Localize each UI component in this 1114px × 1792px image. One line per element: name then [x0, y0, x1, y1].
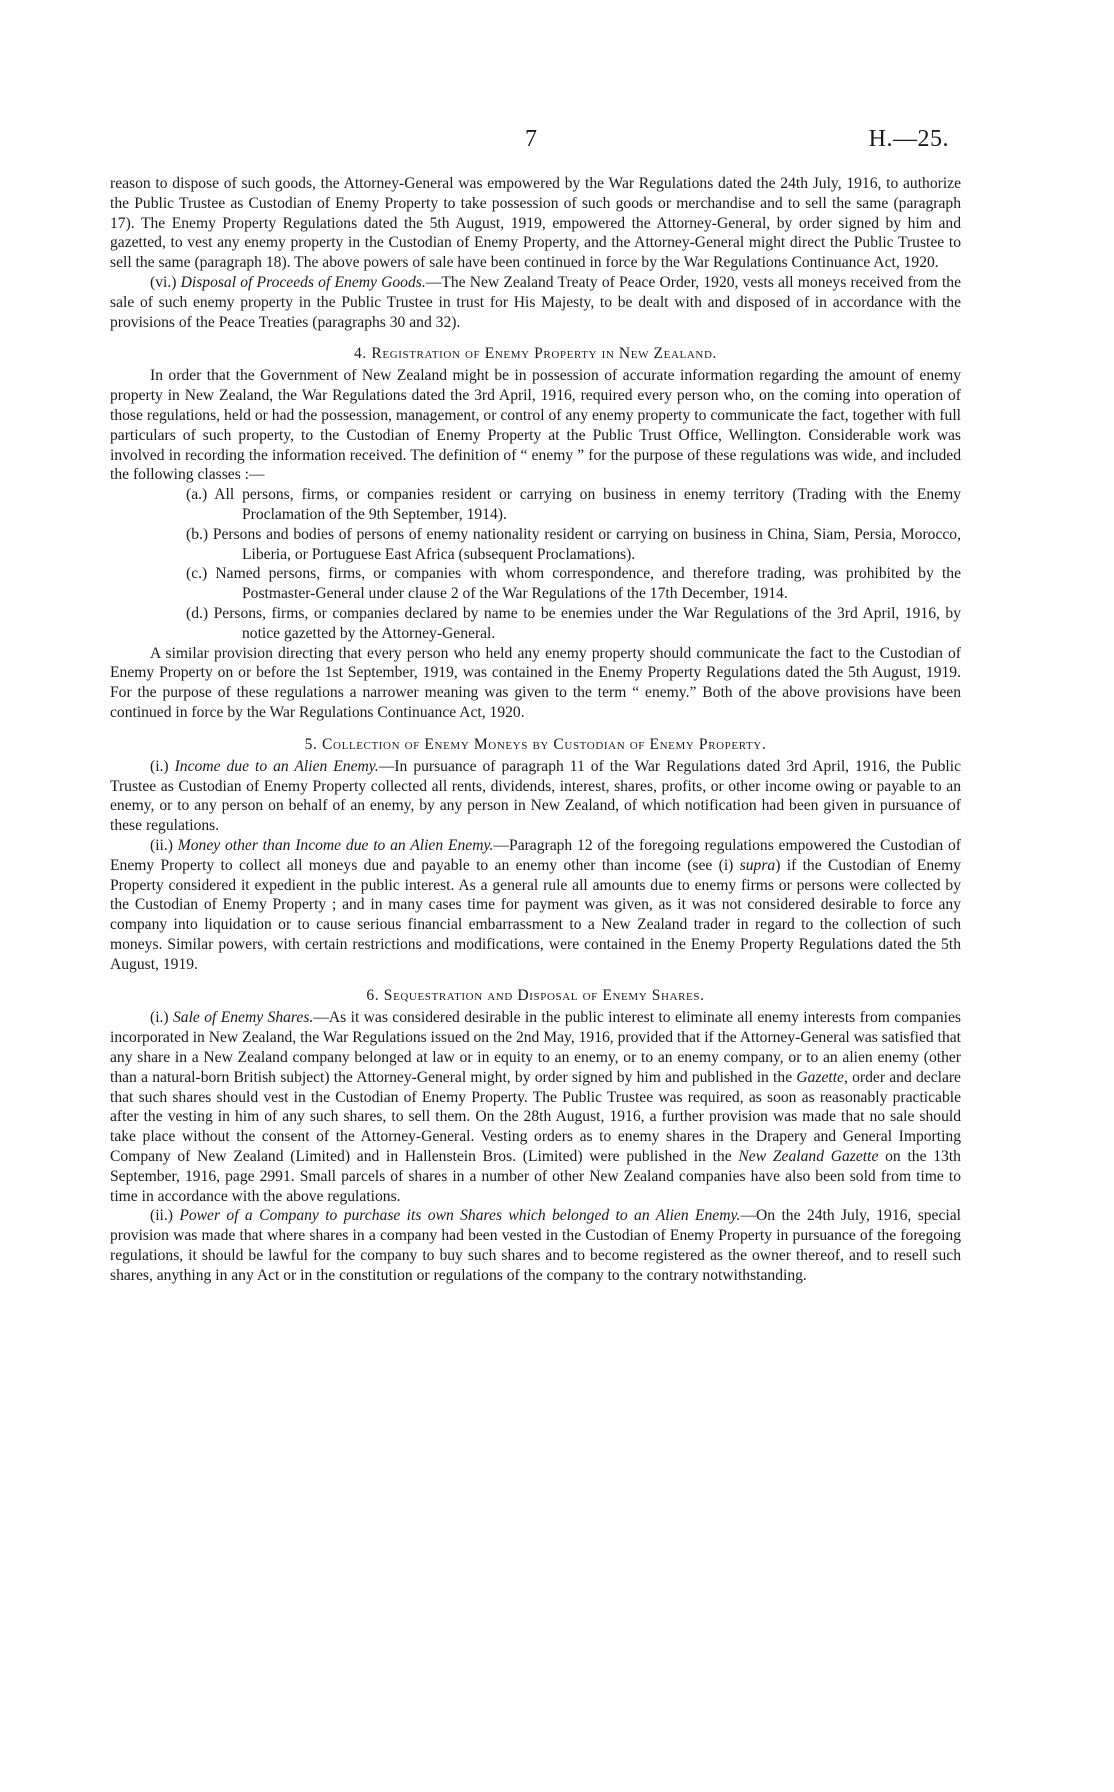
clause-title: Disposal of Proceeds of Enemy Goods. [180, 273, 426, 291]
list-item-label: (d.) [186, 604, 209, 622]
clause-title: Power of a Company to purchase its own Shares which belonged to an Alien Enemy. [179, 1207, 741, 1225]
paragraph-company-purchase-shares [110, 1206, 961, 1285]
body-text [110, 174, 961, 1286]
paragraph-similar-provision: A similar provision directing that every person who held any enemy property should communicate the fact to the Custodian of Enemy Property on or before the 1st September, 1919, was contained in the Enemy Property Regulations dated the 5th August, 1919. For the purpose of these regulations a narrower meaning was given to the term “ enemy.” Both of the above provisions have been continued in force by the War Regulations Continuance Act, 1920. [110, 644, 961, 721]
report-reference: H.—25. [868, 126, 949, 152]
clause-title: Sale of Enemy Shares. [173, 1009, 314, 1027]
clause-number: (vi.) [150, 273, 181, 291]
clause-text: ) if the Custodian of Enemy Property considered it expedient in the public interest. As a general rule all amounts due to enemy firms or persons were collected by the Custodian of Enemy Property ; and in many cases time for payment was given, as it was not considered desirable to force any company into liquidation or to cause serious financial embarrassment to a New Zealand trader in regard to the collection of such moneys. Similar powers, with certain restrictions and modifications, were contained in the Enemy Property Regulations dated the 5th August, 1919. [110, 856, 962, 973]
paragraph-continued: reason to dispose of such goods, the Attorney-General was empowered by the War Regulations dated the 24th July, 1916, to authorize the Public Trustee as Custodian of Enemy Property to take possession of such goods or merchandise and to sell the same (paragraph 17). The Enemy Property Regulations dated the 5th August, 1919, empowered the Attorney-General, by order signed by him and gazetted, to vest any enemy property in the Custodian of Enemy Property, and the Attorney-General might direct the Public Trustee to sell the same (paragraph 18). The above powers of sale have been continued in force by the War Regulations Continuance Act, 1920. [110, 175, 961, 272]
gazette-reference: Gazette [796, 1068, 844, 1086]
clause-number: (i.) [150, 1009, 173, 1027]
section-heading-collection: 5. Collection of Enemy Moneys by Custodian of Enemy Property. [304, 735, 767, 753]
list-item-text: All persons, firms, or companies resident or carrying on business in enemy territory (Trading with the Enemy Proclamation of the 9th September, 1914). [214, 486, 961, 523]
list-item-text: Named persons, firms, or companies with whom correspondence, and therefore trading, was prohibited by the Postmaster-General under clause 2 of the War Regulations of the 17th December, 1914. [215, 565, 961, 603]
clause-title: Money other than Income due to an Alien Enemy. [177, 836, 494, 854]
list-item-label: (a.) [186, 486, 208, 504]
nz-gazette-reference: New Zealand Gazette [738, 1148, 879, 1166]
clause-text: —As it was considered desirable in the public interest to eliminate all enemy interests from companies incorporated in New Zealand, the War Regulations issued on the 2nd May, 1916, provided that if the Attorney-General was satisfied that any share in a New Zealand company belonged at law or in equity to an enemy, or to an enemy company, or to an alien enemy (other than a natural-born British subject) the Attorney-General might, by order signed by him and published in the [110, 1009, 961, 1086]
clause-number: (ii.) [150, 1207, 180, 1225]
section-heading-registration: 4. Registration of Enemy Property in New Zealand. [354, 345, 717, 363]
paragraph-income-due [110, 757, 961, 836]
list-item [110, 564, 961, 604]
enemy-classes-list [110, 485, 961, 643]
list-item [110, 525, 961, 565]
list-item [110, 604, 961, 644]
list-item-label: (b.) [186, 525, 209, 543]
clause-number: (i.) [150, 757, 175, 775]
clause-text: —In pursuance of paragraph 11 of the War Regulations dated 3rd April, 1916, the Public Trustee as Custodian of Enemy Property collected all rents, dividends, interest, shares, profits, or other income owing or payable to an enemy, or to any person on behalf of an enemy, by any person in New Zealand, of which notification had been given in pursuance of these regulations. [110, 757, 961, 835]
paragraph-disposal-of-proceeds [110, 273, 961, 332]
page-number: 7 [525, 126, 537, 152]
section-heading-sequestration: 6. Sequestration and Disposal of Enemy Shares. [366, 987, 705, 1005]
paragraph-sale-of-shares [110, 1008, 961, 1206]
list-item-label: (c.) [186, 565, 208, 583]
supra-reference: supra [739, 856, 776, 874]
clause-text: —Paragraph 12 of the foregoing regulations empowered the Custodian of Enemy Property to collect all moneys due and payable to an enemy other than income (see (i) [110, 836, 961, 874]
list-item-text: Persons, firms, or companies declared by name to be enemies under the War Regulations of the 3rd April, 1916, by notice gazetted by the Attorney-General. [213, 604, 961, 642]
clause-text: , order and declare that such shares should vest in the Custodian of Enemy Property. The Public Trustee was required, as soon as reasonably practicable after the vesting in him of any such shares, to sell them. On the 28th August, 1916, a further provision was made that no sale should take place without the consent of the Attorney-General. Vesting orders as to enemy shares in the Drapery and General Importing Company of New Zealand (Limited) and in Hallenstein Bros. (Limited) were published in the [110, 1068, 961, 1166]
paragraph-registration: In order that the Government of New Zealand might be in possession of accurate information regarding the amount of enemy property in New Zealand, the War Regulations dated the 3rd April, 1916, required every person who, on the coming into operation of those regulations, held or had the possession, management, or control of any enemy property to communicate the fact, together with full particulars of such property, to the Custodian of Enemy Property at the Public Trust Office, Wellington. Considerable work was involved in recording the information received. The definition of “ enemy ” for the purpose of these regulations was wide, and included the following classes :— [110, 367, 961, 484]
clause-number: (ii.) [150, 836, 178, 854]
clause-title: Income due to an Alien Enemy. [174, 757, 379, 775]
list-item-text: Persons and bodies of persons of enemy nationality resident or carrying on business in China, Siam, Persia, Morocco, Liberia, or Portuguese East Africa (subsequent Proclamations). [212, 525, 961, 563]
paragraph-money-other-than-income [110, 836, 961, 975]
page-header [0, 126, 1114, 154]
clause-text: on the 13th September, 1916, page 2991. Small parcels of shares in a number of other New Zealand companies have also been sold from time to time in accordance with the above regulations. [110, 1148, 961, 1205]
clause-text: —The New Zealand Treaty of Peace Order, 1920, vests all moneys received from the sale of such enemy property in the Public Trustee in trust for His Majesty, to be dealt with and disposed of in accordance with the provisions of the Peace Treaties (paragraphs 30 and 32). [110, 273, 962, 331]
list-item [110, 485, 961, 525]
clause-text: —On the 24th July, 1916, special provision was made that where shares in a company had been vested in the Custodian of Enemy Property in pursuance of the foregoing regulations, it should be lawful for the company to buy such shares and to become registered as the owner thereof, and to resell such shares, anything in any Act or in the constitution or regulations of the company to the contrary notwithstanding. [110, 1207, 961, 1284]
